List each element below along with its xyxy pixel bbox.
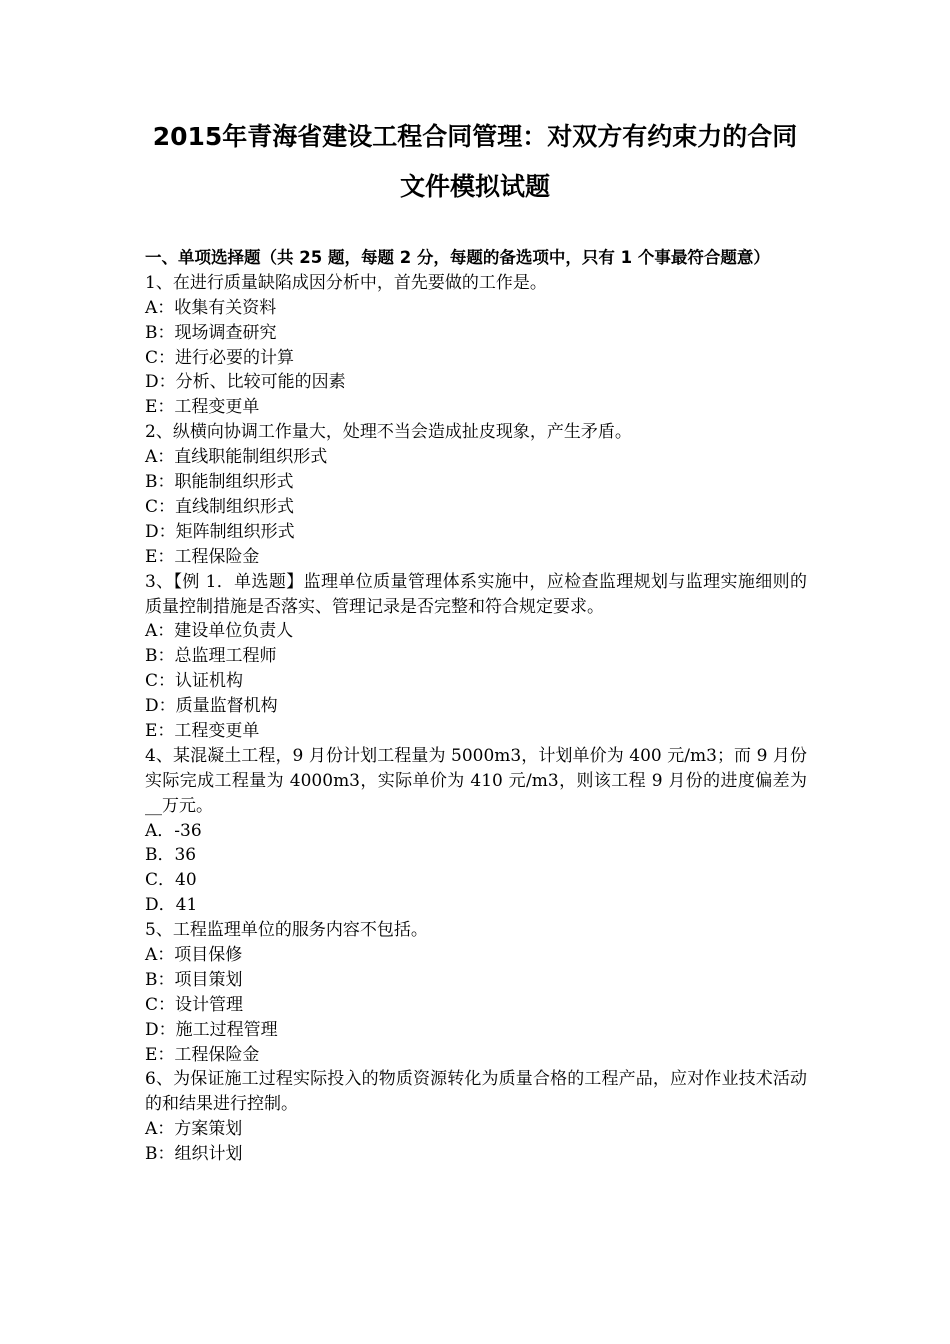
question-stem: 5、工程监理单位的服务内容不包括。: [145, 920, 428, 941]
option-d: D：分析、比较可能的因素: [145, 372, 346, 393]
option-c: C：直线制组织形式: [145, 496, 295, 517]
question-6: [145, 1067, 807, 1167]
question-5: [145, 918, 807, 1067]
option-d: D．41: [145, 895, 198, 916]
option-a: A．-36: [145, 820, 202, 841]
option-b: B：总监理工程师: [145, 646, 277, 667]
document-body: [145, 246, 807, 1167]
option-e: E：工程变更单: [145, 720, 260, 741]
option-a: A：建设单位负责人: [145, 621, 294, 642]
option-e: E：工程保险金: [145, 546, 260, 567]
question-4: [145, 744, 807, 918]
option-a: A：项目保修: [145, 945, 243, 966]
option-a: A：收集有关资料: [145, 297, 277, 318]
question-stem: 2、纵横向协调工作量大，处理不当会造成扯皮现象，产生矛盾。: [145, 422, 632, 443]
option-c: C．40: [145, 870, 197, 891]
question-stem: 3、【例 1．单选题】监理单位质量管理体系实施中，应检查监理规划与监理实施细则的质量控制措施是否落实、管理记录是否完整和符合规定要求。: [145, 571, 807, 617]
question-3: [145, 570, 807, 744]
question-stem: 4、某混凝土工程，9 月份计划工程量为 5000m3，计划单价为 400 元/m3；而 9 月份实际完成工程量为 4000m3，实际单价为 410 元/m3，则该工程 9 月份的进度偏差为__万元。: [145, 745, 807, 816]
question-stem: 1、在进行质量缺陷成因分析中，首先要做的工作是。: [145, 272, 547, 293]
option-c: C：设计管理: [145, 994, 244, 1015]
option-a: A：方案策划: [145, 1119, 243, 1140]
option-b: B．36: [145, 845, 197, 866]
section-heading: 一、单项选择题（共 25 题，每题 2 分，每题的备选项中，只有 1 个事最符合题意）: [145, 248, 770, 267]
option-b: B：现场调查研究: [145, 322, 277, 343]
option-a: A：直线职能制组织形式: [145, 447, 328, 468]
option-b: B：组织计划: [145, 1144, 243, 1165]
option-c: C：认证机构: [145, 671, 244, 692]
option-d: D：施工过程管理: [145, 1019, 278, 1040]
question-1: [145, 271, 807, 420]
option-d: D：矩阵制组织形式: [145, 521, 295, 542]
document-title-line-2: 文件模拟试题: [399, 172, 550, 201]
option-b: B：项目策划: [145, 969, 243, 990]
option-e: E：工程保险金: [145, 1044, 260, 1065]
option-c: C：进行必要的计算: [145, 347, 295, 368]
question-2: [145, 420, 807, 569]
question-stem: 6、为保证施工过程实际投入的物质资源转化为质量合格的工程产品，应对作业技术活动的和结果进行控制。: [145, 1069, 807, 1115]
document-title-line-1: 2015年青海省建设工程合同管理：对双方有约束力的合同: [152, 122, 798, 151]
option-d: D：质量监督机构: [145, 696, 278, 717]
option-e: E：工程变更单: [145, 397, 260, 418]
option-b: B：职能制组织形式: [145, 472, 294, 493]
